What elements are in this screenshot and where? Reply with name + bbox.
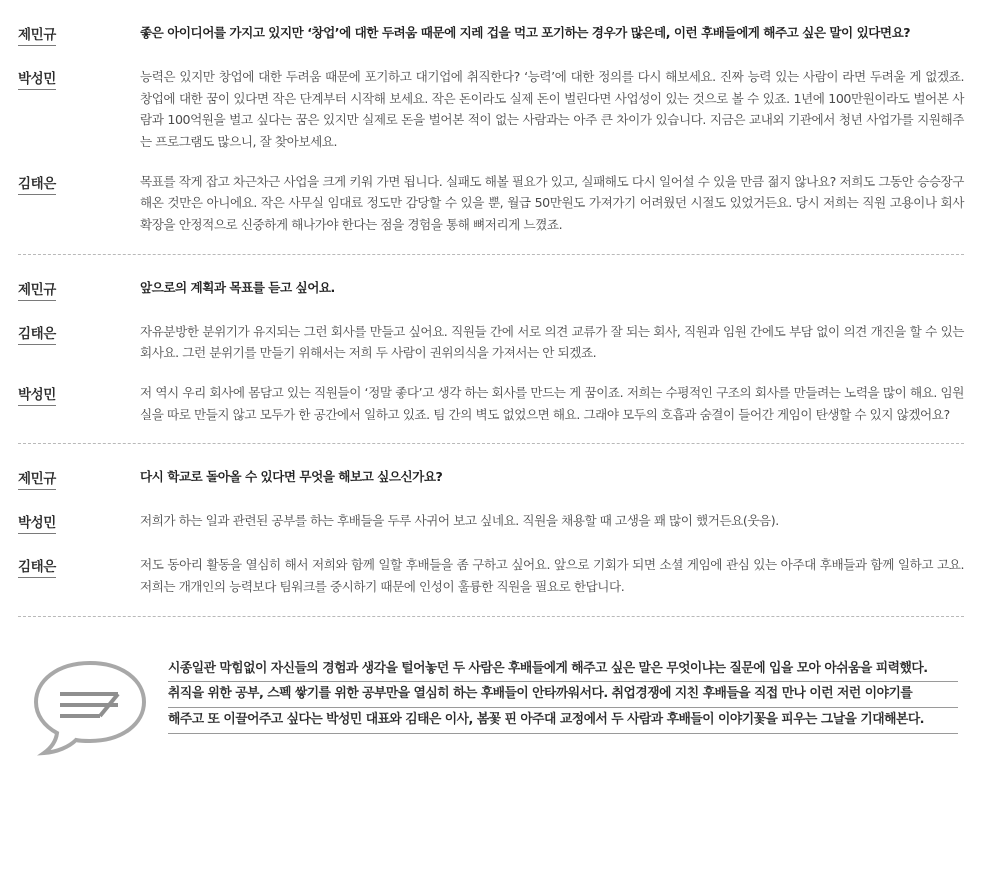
answer-text: 능력은 있지만 창업에 대한 두려움 때문에 포기하고 대기업에 취직한다? ‘능력’에 대한 정의를 다시 해보세요. 진짜 능력 있는 사람이 라면 두려울 게 없겠죠. 창업에 대한 꿈이 있다면 작은 단계부터 시작해 보세요. 작은 돈이라도 실제 돈이 벌린다면 사업성이 있는 것으로 볼 수 있죠. 1년에 100만원이라도 벌어본 사람과 100억원을 벌고 싶다는 꿈은 있지만 실제로 돈을 벌어본 적이 없는 사람과는 아주 큰 차이가 있습니다. 지금은 교내외 기관에서 청년 사업가를 지원해주는 프로그램도 많으니, 잘 찾아보세요. (140, 69, 964, 149)
qa-row (18, 22, 964, 48)
qa-row (18, 277, 964, 303)
qa-block (18, 466, 964, 597)
closing-line: 해주고 또 이끌어주고 싶다는 박성민 대표와 김태은 이사, 봄꽃 핀 아주대 교정에서 두 사람과 후배들이 이야기꽃을 피우는 그날을 기대해본다. (168, 708, 958, 734)
answer-text: 저희가 하는 일과 관련된 공부를 하는 후배들을 두루 사귀어 보고 싶네요. 직원을 채용할 때 고생을 꽤 많이 했거든요(웃음). (140, 513, 779, 529)
speaker-name (18, 382, 140, 408)
speaker-label: 박성민 (18, 67, 56, 90)
speaker-label: 박성민 (18, 383, 56, 406)
answer-text: 저 역시 우리 회사에 몸담고 있는 직원들이 ‘정말 좋다’고 생각 하는 회사를 만드는 게 꿈이죠. 저희는 수평적인 구조의 회사를 만들려는 노력을 많이 해요. 임원실을 따로 만들지 않고 모두가 한 공간에서 일하고 있죠. 팀 간의 벽도 없었으면 해요. 그래야 모두의 호흡과 숨결이 들어간 게임이 탄생할 수 있지 않겠어요? (140, 384, 964, 422)
qa-block (18, 277, 964, 426)
speaker-label: 김태은 (18, 555, 56, 578)
qa-row (18, 466, 964, 492)
section-divider (18, 254, 964, 255)
answer-text: 저도 동아리 활동을 열심히 해서 저희와 함께 일할 후배들을 좀 구하고 싶어요. 앞으로 기회가 되면 소셜 게임에 관심 있는 아주대 후배들과 함께 일하고 고요. 저희는 개개인의 능력보다 팀워크를 중시하기 때문에 인성이 훌륭한 직원을 필요로 한답니다. (140, 557, 964, 594)
closing-section (18, 657, 964, 761)
answer-text: 자유분방한 분위기가 유지되는 그런 회사를 만들고 싶어요. 직원들 간에 서로 의견 교류가 잘 되는 회사, 직원과 임원 간에도 부담 없이 의견 개진을 할 수 있는 회사요. 그런 분위기를 만들기 위해서는 저희 두 사람이 권위의식을 가져서는 안 되겠죠. (140, 323, 964, 361)
speaker-name (18, 66, 140, 92)
qa-block (18, 22, 964, 236)
speaker-label: 제민규 (18, 23, 56, 46)
speaker-label: 제민규 (18, 278, 56, 301)
speaker-label: 박성민 (18, 511, 56, 534)
speaker-label: 김태은 (18, 322, 56, 345)
speaker-name (18, 171, 140, 197)
speaker-name (18, 466, 140, 492)
question-text: 좋은 아이디어를 가지고 있지만 ‘창업’에 대한 두려움 때문에 지레 겁을 먹고 포기하는 경우가 많은데, 이런 후배들에게 해주고 싶은 말이 있다면요? (140, 25, 911, 40)
speaker-name (18, 554, 140, 580)
qa-row (18, 382, 964, 425)
section-divider (18, 616, 964, 617)
speaker-name (18, 321, 140, 347)
speaker-label: 제민규 (18, 467, 56, 490)
qa-row (18, 510, 964, 536)
question-text: 앞으로의 계획과 목표를 듣고 싶어요. (140, 279, 335, 295)
qa-row (18, 321, 964, 364)
qa-row (18, 66, 964, 153)
qa-row (18, 171, 964, 236)
section-divider (18, 443, 964, 444)
speaker-label: 김태은 (18, 172, 56, 195)
closing-text (168, 657, 964, 734)
closing-line: 취직을 위한 공부, 스펙 쌓기를 위한 공부만을 열심히 하는 후배들이 안타까워서다. 취업경쟁에 지친 후배들을 직접 만나 이런 저런 이야기를 (168, 682, 958, 708)
closing-line: 시종일관 막힘없이 자신들의 경험과 생각을 털어놓던 두 사람은 후배들에게 해주고 싶은 말은 무엇이냐는 질문에 입을 모아 아쉬움을 피력했다. (168, 657, 958, 683)
question-text: 다시 학교로 돌아올 수 있다면 무엇을 해보고 싶으신가요? (140, 469, 443, 485)
speaker-name (18, 510, 140, 536)
qa-row (18, 554, 964, 597)
answer-text: 목표를 작게 잡고 차근차근 사업을 크게 키워 가면 됩니다. 실패도 해볼 필요가 있고, 실패해도 다시 일어설 수 있을 만큼 젊지 않나요? 저희도 그동안 승승장구해온 것만은 아니에요. 작은 사무실 임대료 정도만 감당할 수 있을 뿐, 월급 50만원도 가져가기 어려웠던 시절도 있었거든요. 당시 저희는 직원 고용이나 회사 확장을 안정적으로 신중하게 해나가야 한다는 점을 경험을 통해 뼈저리게 느꼈죠. (140, 173, 964, 232)
speaker-name (18, 22, 140, 48)
speaker-name (18, 277, 140, 303)
speech-bubble-icon (18, 657, 168, 761)
